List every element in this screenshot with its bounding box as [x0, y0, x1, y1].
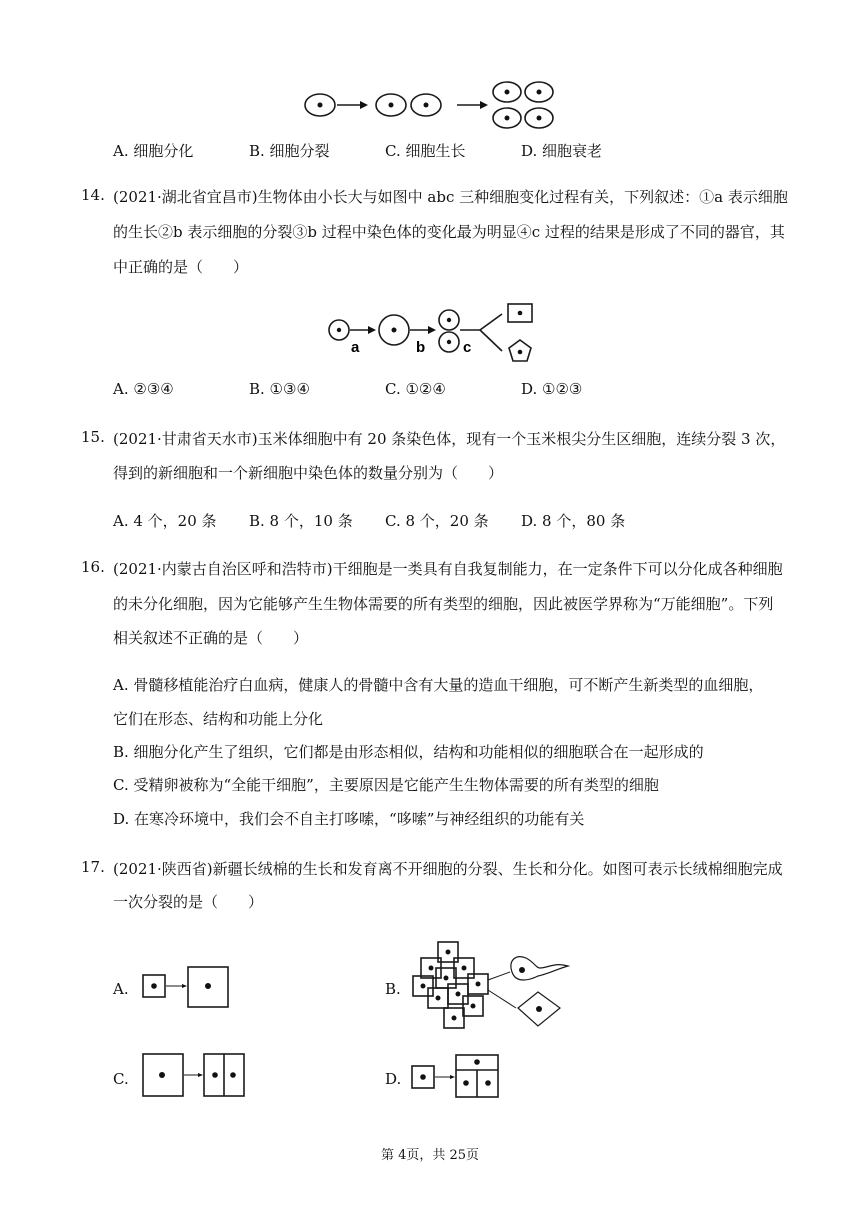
q17-stem-line-2: 一次分裂的是（ ） — [113, 893, 264, 911]
q15-option-c: C. 8 个，20 条 — [385, 512, 489, 530]
q17-option-c-label: C. — [113, 1070, 129, 1088]
q15-number: 15. — [81, 428, 105, 446]
q16-stem-line-3: 相关叙述不正确的是（ ） — [113, 629, 309, 647]
q17-number: 17. — [81, 858, 105, 876]
q17-option-d-figure — [408, 1052, 508, 1102]
q16-stem-line-2: 的未分化细胞，因为它能够产生生物体需要的所有类型的细胞，因此被医学界称为“万能细胞”。下列 — [113, 595, 774, 613]
q15-stem-line-1: (2021·甘肃省天水市)玉米体细胞中有 20 条染色体，现有一个玉米根尖分生区细胞，连续分裂 3 次， — [113, 430, 786, 448]
q17-option-a-figure — [140, 964, 240, 1016]
q14-option-b: B. ①③④ — [249, 380, 310, 398]
q13-cell-division-figure — [300, 78, 560, 134]
q15-stem-line-2: 得到的新细胞和一个新细胞中染色体的数量分别为（ ） — [113, 464, 504, 482]
q14-option-c: C. ①②④ — [385, 380, 446, 398]
q14-stem-line-2: 的生长②b 表示细胞的分裂③b 过程中染色体的变化最为明显④c 过程的结果是形成了不同的器官，其 — [113, 223, 785, 241]
q13-option-a: A. 细胞分化 — [113, 142, 194, 160]
q13-option-c: C. 细胞生长 — [385, 142, 466, 160]
q17-stem-line-1: (2021·陕西省)新疆长绒棉的生长和发育离不开细胞的分裂、生长和分化。如图可表示长绒棉细胞完成 — [113, 860, 783, 878]
q13-option-d: D. 细胞衰老 — [521, 142, 603, 160]
q17-option-d-label: D. — [385, 1070, 402, 1088]
q14-option-a: A. ②③④ — [113, 380, 174, 398]
q17-option-b-figure — [408, 938, 578, 1036]
q17-option-c-figure — [140, 1050, 250, 1100]
q14-number: 14. — [81, 186, 105, 204]
q14-figure-label-a: a — [351, 339, 360, 356]
q14-figure-label-c: c — [463, 339, 472, 356]
q13-option-b: B. 细胞分裂 — [249, 142, 330, 160]
q16-option-b: B. 细胞分化产生了组织，它们都是由形态相似，结构和功能相似的细胞联合在一起形成的 — [113, 743, 704, 761]
q16-option-d: D. 在寒冷环境中，我们会不自主打哆嗦，“哆嗦”与神经组织的功能有关 — [113, 810, 585, 828]
q14-figure-label-b: b — [416, 339, 426, 356]
q17-option-a-label: A. — [113, 980, 129, 998]
q14-option-d: D. ①②③ — [521, 380, 583, 398]
q17-option-b-label: B. — [385, 980, 401, 998]
q16-number: 16. — [81, 558, 105, 576]
q14-stem-line-3: 中正确的是（ ） — [113, 258, 249, 276]
page-footer: 第 4页，共 25页 — [380, 1148, 480, 1163]
q16-stem-line-1: (2021·内蒙古自治区呼和浩特市)干细胞是一类具有自我复制能力，在一定条件下可以分化成各种细胞 — [113, 560, 783, 578]
q15-option-b: B. 8 个，10 条 — [249, 512, 353, 530]
q16-option-a: A. 骨髓移植能治疗白血病，健康人的骨髓中含有大量的造血干细胞，可不断产生新类型的血细胞， — [113, 676, 764, 694]
q14-cell-change-figure — [322, 296, 552, 370]
q16-option-c: C. 受精卵被称为“全能干细胞”，主要原因是它能产生生物体需要的所有类型的细胞 — [113, 776, 659, 794]
q16-option-a-continued: 它们在形态、结构和功能上分化 — [113, 710, 324, 728]
q15-option-d: D. 8 个，80 条 — [521, 512, 626, 530]
q15-option-a: A. 4 个，20 条 — [113, 512, 217, 530]
q14-stem-line-1: (2021·湖北省宜昌市)生物体由小长大与如图中 abc 三种细胞变化过程有关，下列叙述：①a 表示细胞 — [113, 188, 788, 206]
